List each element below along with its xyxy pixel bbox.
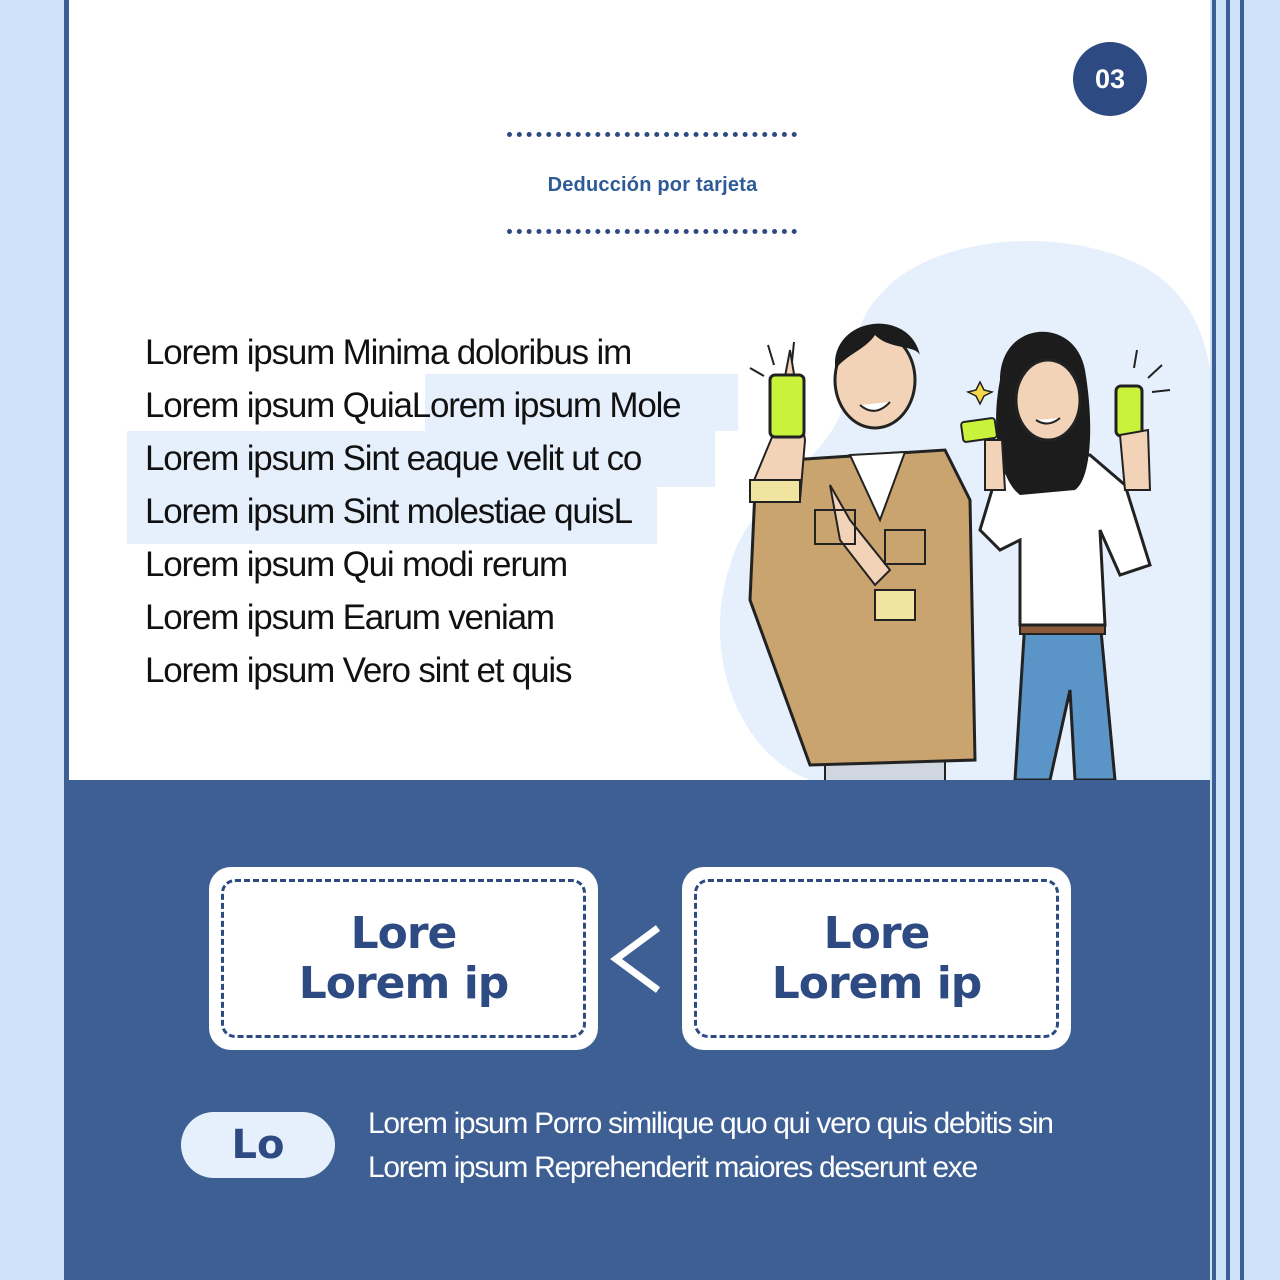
side-stripe xyxy=(1212,0,1216,1280)
man-figure xyxy=(750,324,975,780)
text-line: Lorem ipsum Sint eaque velit ut co xyxy=(145,439,642,478)
subtitle: Deducción por tarjeta xyxy=(547,174,758,196)
page-number-badge: 03 xyxy=(1073,42,1147,116)
motion-lines xyxy=(750,342,1170,392)
comparison-box-right xyxy=(682,867,1071,1050)
box-left-line-2: Lorem ip xyxy=(298,957,509,1009)
text-line: Lorem ipsum Vero sint et quis xyxy=(145,651,572,690)
text-line: Lorem ipsum Qui modi rerum xyxy=(145,545,567,584)
text-line: Lorem ipsum Minima doloribus im xyxy=(145,333,632,372)
bottom-text-line: Lorem ipsum Reprehenderit maiores deserunt exe xyxy=(368,1151,977,1184)
box-right-line-2: Lorem ip xyxy=(771,957,982,1009)
text-line: Lorem ipsum QuiaLorem ipsum Mole xyxy=(145,386,681,425)
bottom-text-line: Lorem ipsum Porro similique quo qui vero quis debitis sin xyxy=(368,1107,1053,1140)
box-right-line-1: Lore xyxy=(823,907,930,959)
bottom-paragraph xyxy=(368,1102,1053,1190)
chevron-left-icon xyxy=(606,922,666,996)
side-stripe xyxy=(1226,0,1230,1280)
box-left-line-1: Lore xyxy=(350,907,457,959)
people-with-phones-illustration xyxy=(730,290,1200,780)
text-line: Lorem ipsum Sint molestiae quisL xyxy=(145,492,632,531)
main-text-list xyxy=(145,326,680,697)
dotted-divider-top xyxy=(507,132,797,137)
comparison-box-left xyxy=(209,867,598,1050)
text-line: Lorem ipsum Earum veniam xyxy=(145,598,554,637)
label-pill: Lo xyxy=(181,1112,335,1178)
woman-figure xyxy=(961,332,1150,780)
side-stripe xyxy=(1240,0,1244,1280)
dotted-divider-bottom xyxy=(507,229,797,234)
